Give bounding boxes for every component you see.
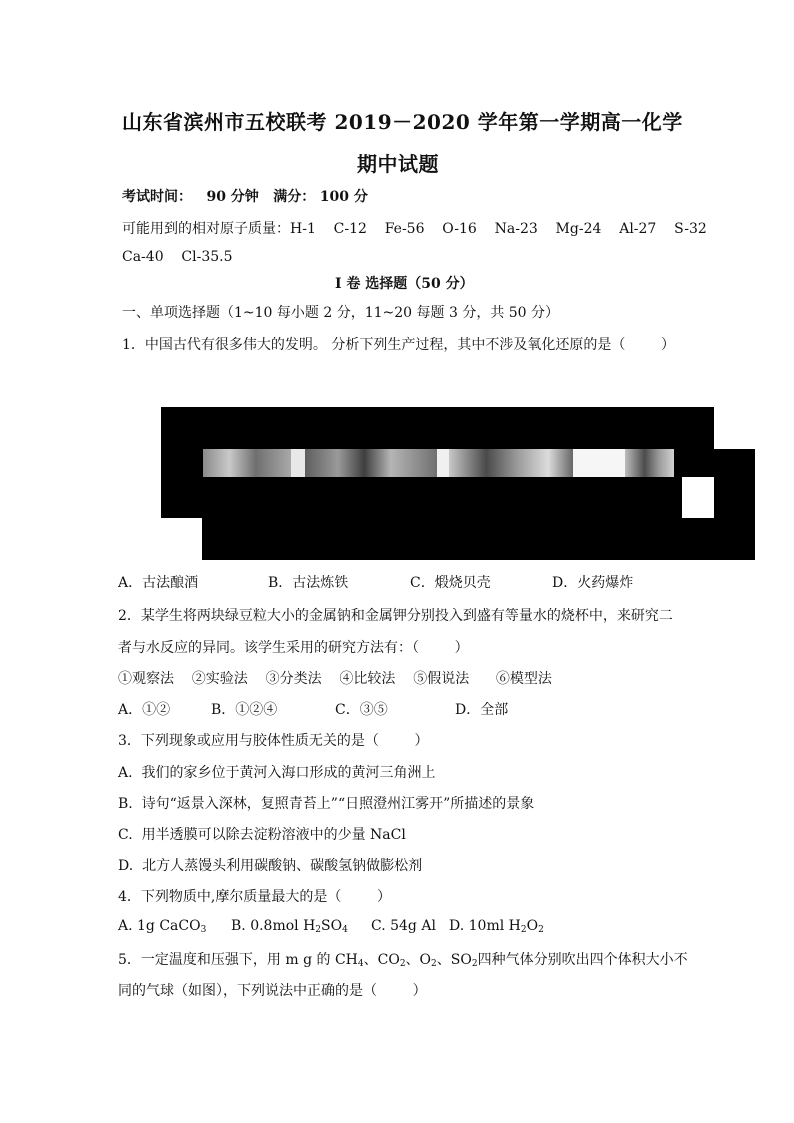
q4-option-c: C. 54g Al [371, 918, 436, 934]
q2-option-d: D．全部 [455, 702, 509, 718]
photo-iron-smelting [305, 449, 437, 477]
q3-option-c: C. 用半透膜可以除去淀粉溶液中的少量 NaCl [118, 827, 406, 843]
q4-stem: 4．下列物质中,摩尔质量最大的是（ ） [118, 889, 391, 905]
q1-option-c: C．煅烧贝壳 [410, 575, 491, 591]
score-label: 满分： [273, 189, 316, 205]
image-gap [682, 477, 714, 518]
image-frame-bottom [202, 518, 755, 560]
title-line-2: 期中试题 [357, 152, 439, 176]
q3-stem: 3．下列现象或应用与胶体性质无关的是（ ） [118, 733, 429, 749]
q5-stem-line-2: 同的气球（如图），下列说法中正确的是（ ） [118, 983, 427, 999]
q1-stem: 1．中国古代有很多伟大的发明。 分析下列生产过程，其中不涉及氧化还原的是（ ） [122, 337, 675, 353]
q4-option-b: B. 0.8mol $H_2SO_4$ [231, 918, 348, 935]
q2-stem-line-1: 2．某学生将两块绿豆粒大小的金属钠和金属钾分别投入到盛有等量水的烧杯中，来研究二 [118, 608, 673, 624]
q3-option-a: A. 我们的家乡位于黄河入海口形成的黄河三角洲上 [118, 765, 436, 781]
q4-option-d: D. 10ml $H_2O_2$ [449, 918, 544, 935]
q1-option-b: B．古法炼铁 [268, 575, 349, 591]
q2-stem-line-2: 者与水反应的异同。该学生采用的研究方法有：（ ） [118, 640, 469, 656]
exam-info [122, 186, 368, 206]
q2-option-a: A．①② [118, 702, 171, 718]
time-value: 90 分钟 [206, 189, 259, 205]
q3-option-b: B. 诗句“返景入深林，复照青苔上”“日照澄州江雾开”所描述的景象 [118, 796, 535, 812]
section-title: I 卷 选择题（50 分） [335, 276, 474, 292]
q1-option-d: D．火药爆炸 [552, 575, 634, 591]
atomic-mass-line-1: 可能用到的相对原子质量：H-1 C-12 Fe-56 O-16 Na-23 Mg-24 Al-27 S-32 [122, 221, 707, 237]
q3-option-d: D. 北方人蒸馒头利用碳酸钠、碳酸氢钠做膨松剂 [118, 858, 423, 874]
q2-option-b: B．①②④ [211, 702, 278, 718]
q2-methods: ①观察法 ②实验法 ③分类法 ④比较法 ⑤假说法 ⑥模型法 [118, 671, 552, 687]
time-label: 考试时间： [122, 189, 192, 205]
photo-brewing [203, 449, 291, 477]
q5-stem-line-1: 5．一定温度和压强下，用 m g 的 $CH_4$、$CO_2$、$O_2$、$SO_2$四种气体分别吹出四个体积大小不 [118, 952, 688, 969]
score-value: 100 分 [319, 189, 368, 205]
q2-option-c: C．③⑤ [335, 702, 388, 718]
section-subtitle: 一、单项选择题（1~10 每小题 2 分，11~20 每题 3 分，共 50 分） [122, 305, 560, 321]
title-line-1: 山东省滨州市五校联考 2019－2020 学年第一学期高一化学 [122, 110, 683, 134]
photo-gunpowder [625, 449, 674, 477]
atomic-mass-line-2: Ca-40 Cl-35.5 [122, 249, 233, 265]
q1-option-a: A．古法酿酒 [118, 575, 199, 591]
q4-option-a: A. 1g CaCO$_3$ [118, 918, 207, 935]
photo-shell-burning [449, 449, 573, 477]
